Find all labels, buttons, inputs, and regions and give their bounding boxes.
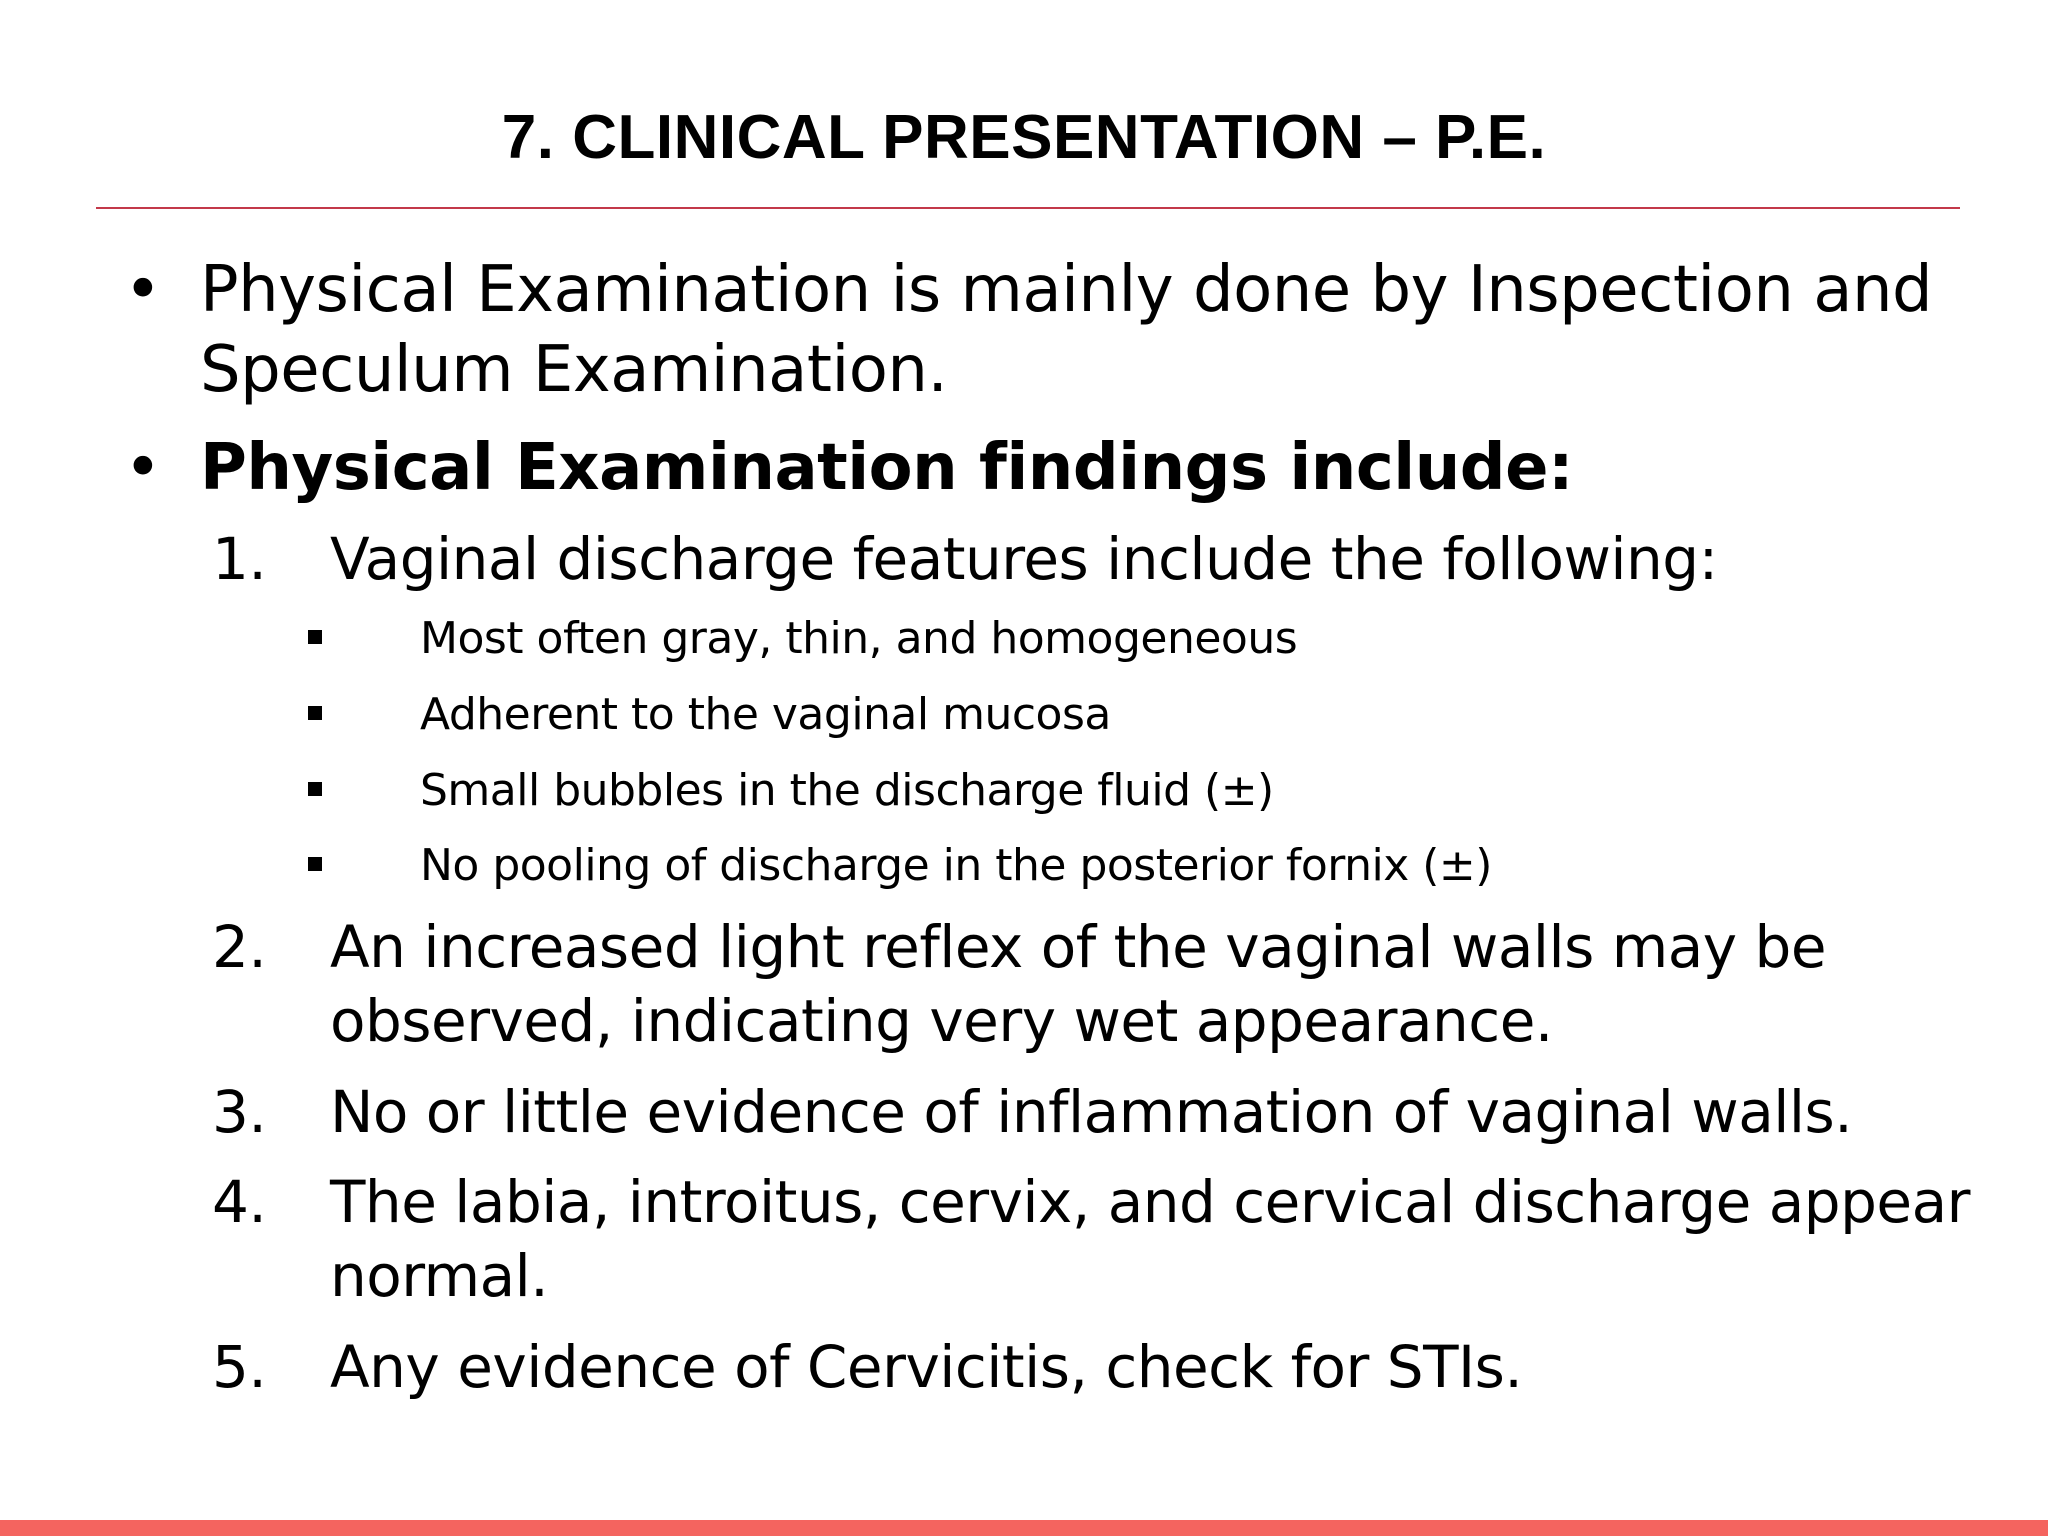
footer-accent-bar — [0, 1520, 2048, 1536]
finding-number: 3. — [212, 1078, 267, 1146]
finding-line: Any evidence of Cervicitis, check for STIs. — [330, 1333, 1523, 1401]
finding-number: 1. — [212, 525, 267, 593]
finding-number: 5. — [212, 1333, 267, 1401]
square-bullet-icon — [308, 630, 322, 644]
finding-line: normal. — [330, 1242, 549, 1310]
finding-line: No or little evidence of inflammation of vaginal walls. — [330, 1078, 1853, 1146]
finding-line: The labia, introitus, cervix, and cervical discharge appear — [330, 1168, 1970, 1236]
finding-line: Vaginal discharge features include the following: — [330, 525, 1718, 593]
finding-number: 2. — [212, 913, 267, 981]
square-bullet-icon — [308, 706, 322, 720]
bullet-line: Speculum Examination. — [200, 333, 948, 407]
finding-line: observed, indicating very wet appearance. — [330, 987, 1553, 1055]
bullet-marker: • — [124, 253, 162, 327]
sub-item: Small bubbles in the discharge fluid (±) — [420, 765, 1274, 816]
square-bullet-icon — [308, 782, 322, 796]
sub-item: Most often gray, thin, and homogeneous — [420, 613, 1298, 664]
square-bullet-icon — [308, 857, 322, 871]
finding-number: 4. — [212, 1168, 267, 1236]
bullet-line-bold: Physical Examination findings include: — [200, 431, 1574, 505]
sub-item: No pooling of discharge in the posterior fornix (±) — [420, 840, 1492, 891]
finding-line: An increased light reflex of the vaginal walls may be — [330, 913, 1827, 981]
bullet-line: Physical Examination is mainly done by Inspection and — [200, 253, 1933, 327]
bullet-marker: • — [124, 431, 162, 505]
slide-title: 7. CLINICAL PRESENTATION – P.E. — [501, 103, 1547, 172]
sub-item: Adherent to the vaginal mucosa — [420, 689, 1111, 740]
